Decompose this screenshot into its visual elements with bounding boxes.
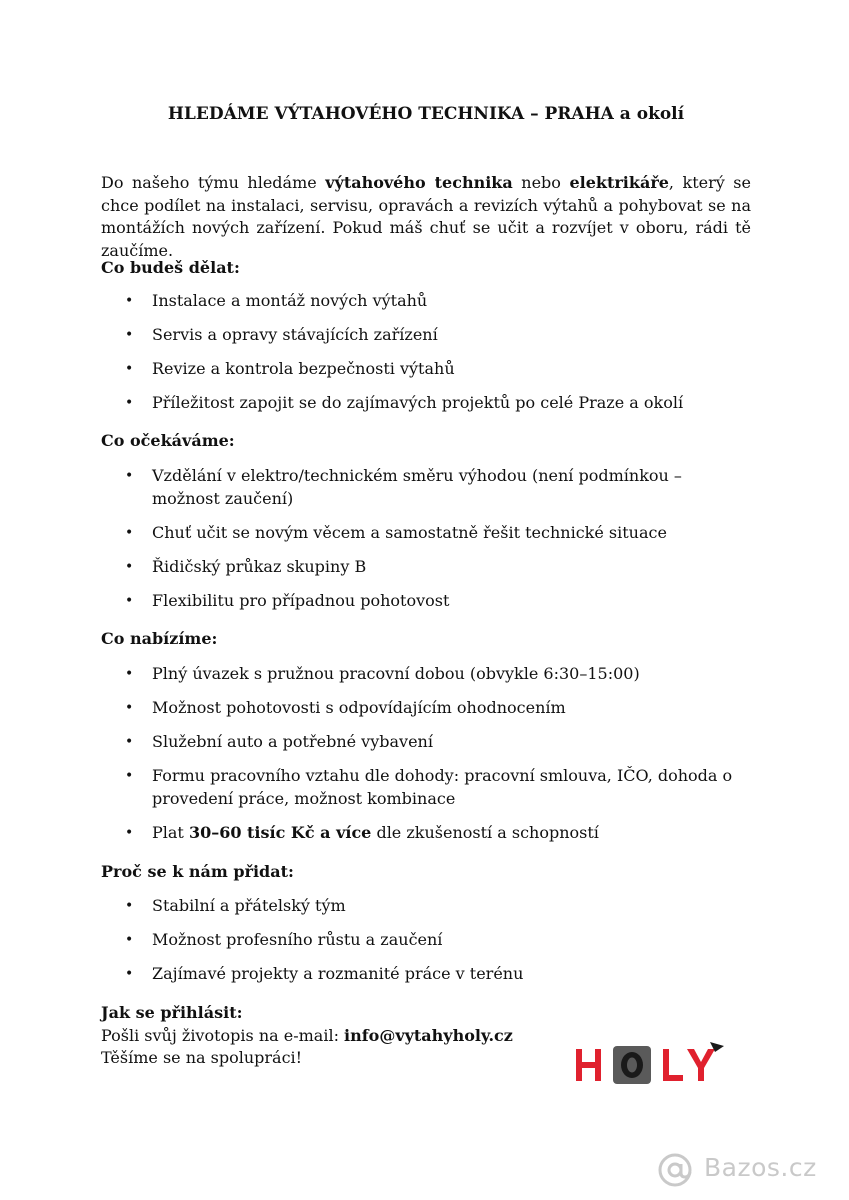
intro-text-1: Do našeho týmu hledáme xyxy=(101,173,326,192)
list-item: • Chuť učit se novým věcem a samostatně řešit technické situace xyxy=(101,522,741,545)
list-item: • Služební auto a potřebné vybavení xyxy=(101,731,741,754)
duties-list xyxy=(101,290,741,426)
section-heading-expectations: Co očekáváme: xyxy=(101,431,235,450)
list-item: • Revize a kontrola bezpečnosti výtahů xyxy=(101,358,741,381)
intro-bold-technician: výtahového technika xyxy=(325,173,513,192)
list-item-salary xyxy=(101,822,741,845)
salary-prefix: Plat xyxy=(152,822,189,842)
expectations-list xyxy=(101,465,741,624)
contact-block xyxy=(101,1002,551,1070)
list-item: • Instalace a montáž nových výtahů xyxy=(101,290,741,313)
list-item: • Možnost pohotovosti s odpovídajícím ohodnocením xyxy=(101,697,741,720)
logo-letter-y xyxy=(687,1042,724,1081)
contact-heading: Jak se přihlásit: xyxy=(101,1003,243,1022)
salary-amount: 30–60 tisíc Kč a více xyxy=(188,822,372,842)
holy-logo xyxy=(574,1040,734,1090)
section-heading-duties: Co budeš dělat: xyxy=(101,258,240,277)
closing-line: Těšíme se na spolupráci! xyxy=(101,1048,303,1067)
intro-text-2: nebo xyxy=(512,173,570,192)
section-heading-offer: Co nabízíme: xyxy=(101,629,218,648)
contact-email-link[interactable]: info@vytahyholy.cz xyxy=(344,1025,513,1045)
list-item: • Flexibilitu pro případnou pohotovost xyxy=(101,590,741,613)
section-heading-why: Proč se k nám přidat: xyxy=(101,862,294,881)
intro-text-3: , který se chce podílet na instalaci, servisu, opravách a revizích výtahů a pohybovat se na montážích nových zařízení. Pokud máš chuť se učit a rozvíjet v oboru, rádi tě zaučíme. xyxy=(101,173,751,260)
list-item: • Příležitost zapojit se do zajímavých projektů po celé Praze a okolí xyxy=(101,392,741,415)
list-item: • Zajímavé projekty a rozmanité práce v terénu xyxy=(101,963,741,986)
offer-list xyxy=(101,663,741,856)
page-title: HLEDÁME VÝTAHOVÉHO TECHNIKA – PRAHA a okolí xyxy=(167,104,685,124)
list-item: • Servis a opravy stávajících zařízení xyxy=(101,324,741,347)
logo-letter-o xyxy=(613,1046,651,1084)
list-item: • Formu pracovního vztahu dle dohody: pracovní smlouva, IČO, dohoda o provedení práce, možnost kombinace xyxy=(101,765,741,810)
list-item: • Stabilní a přátelský tým xyxy=(101,895,741,918)
list-item: • Plný úvazek s pružnou pracovní dobou (obvykle 6:30–15:00) xyxy=(101,663,741,686)
bazos-watermark xyxy=(654,1150,844,1190)
at-icon xyxy=(654,1150,696,1190)
intro-bold-electrician: elektrikáře xyxy=(569,173,669,192)
contact-line-prefix: Pošli svůj životopis na e-mail: xyxy=(101,1025,345,1045)
intro-paragraph xyxy=(101,172,751,262)
logo-letter-l xyxy=(663,1049,683,1081)
salary-suffix: dle zkušeností a schopností xyxy=(371,822,599,842)
logo-letter-h xyxy=(576,1049,601,1081)
list-item: • Vzdělání v elektro/technickém směru výhodou (není podmínkou – možnost zaučení) xyxy=(101,465,741,510)
list-item: • Možnost profesního růstu a zaučení xyxy=(101,929,741,952)
list-item: • Řidičský průkaz skupiny B xyxy=(101,556,741,579)
contact-line xyxy=(101,1025,551,1048)
watermark-text: Bazos.cz xyxy=(704,1153,817,1182)
why-list xyxy=(101,895,741,997)
